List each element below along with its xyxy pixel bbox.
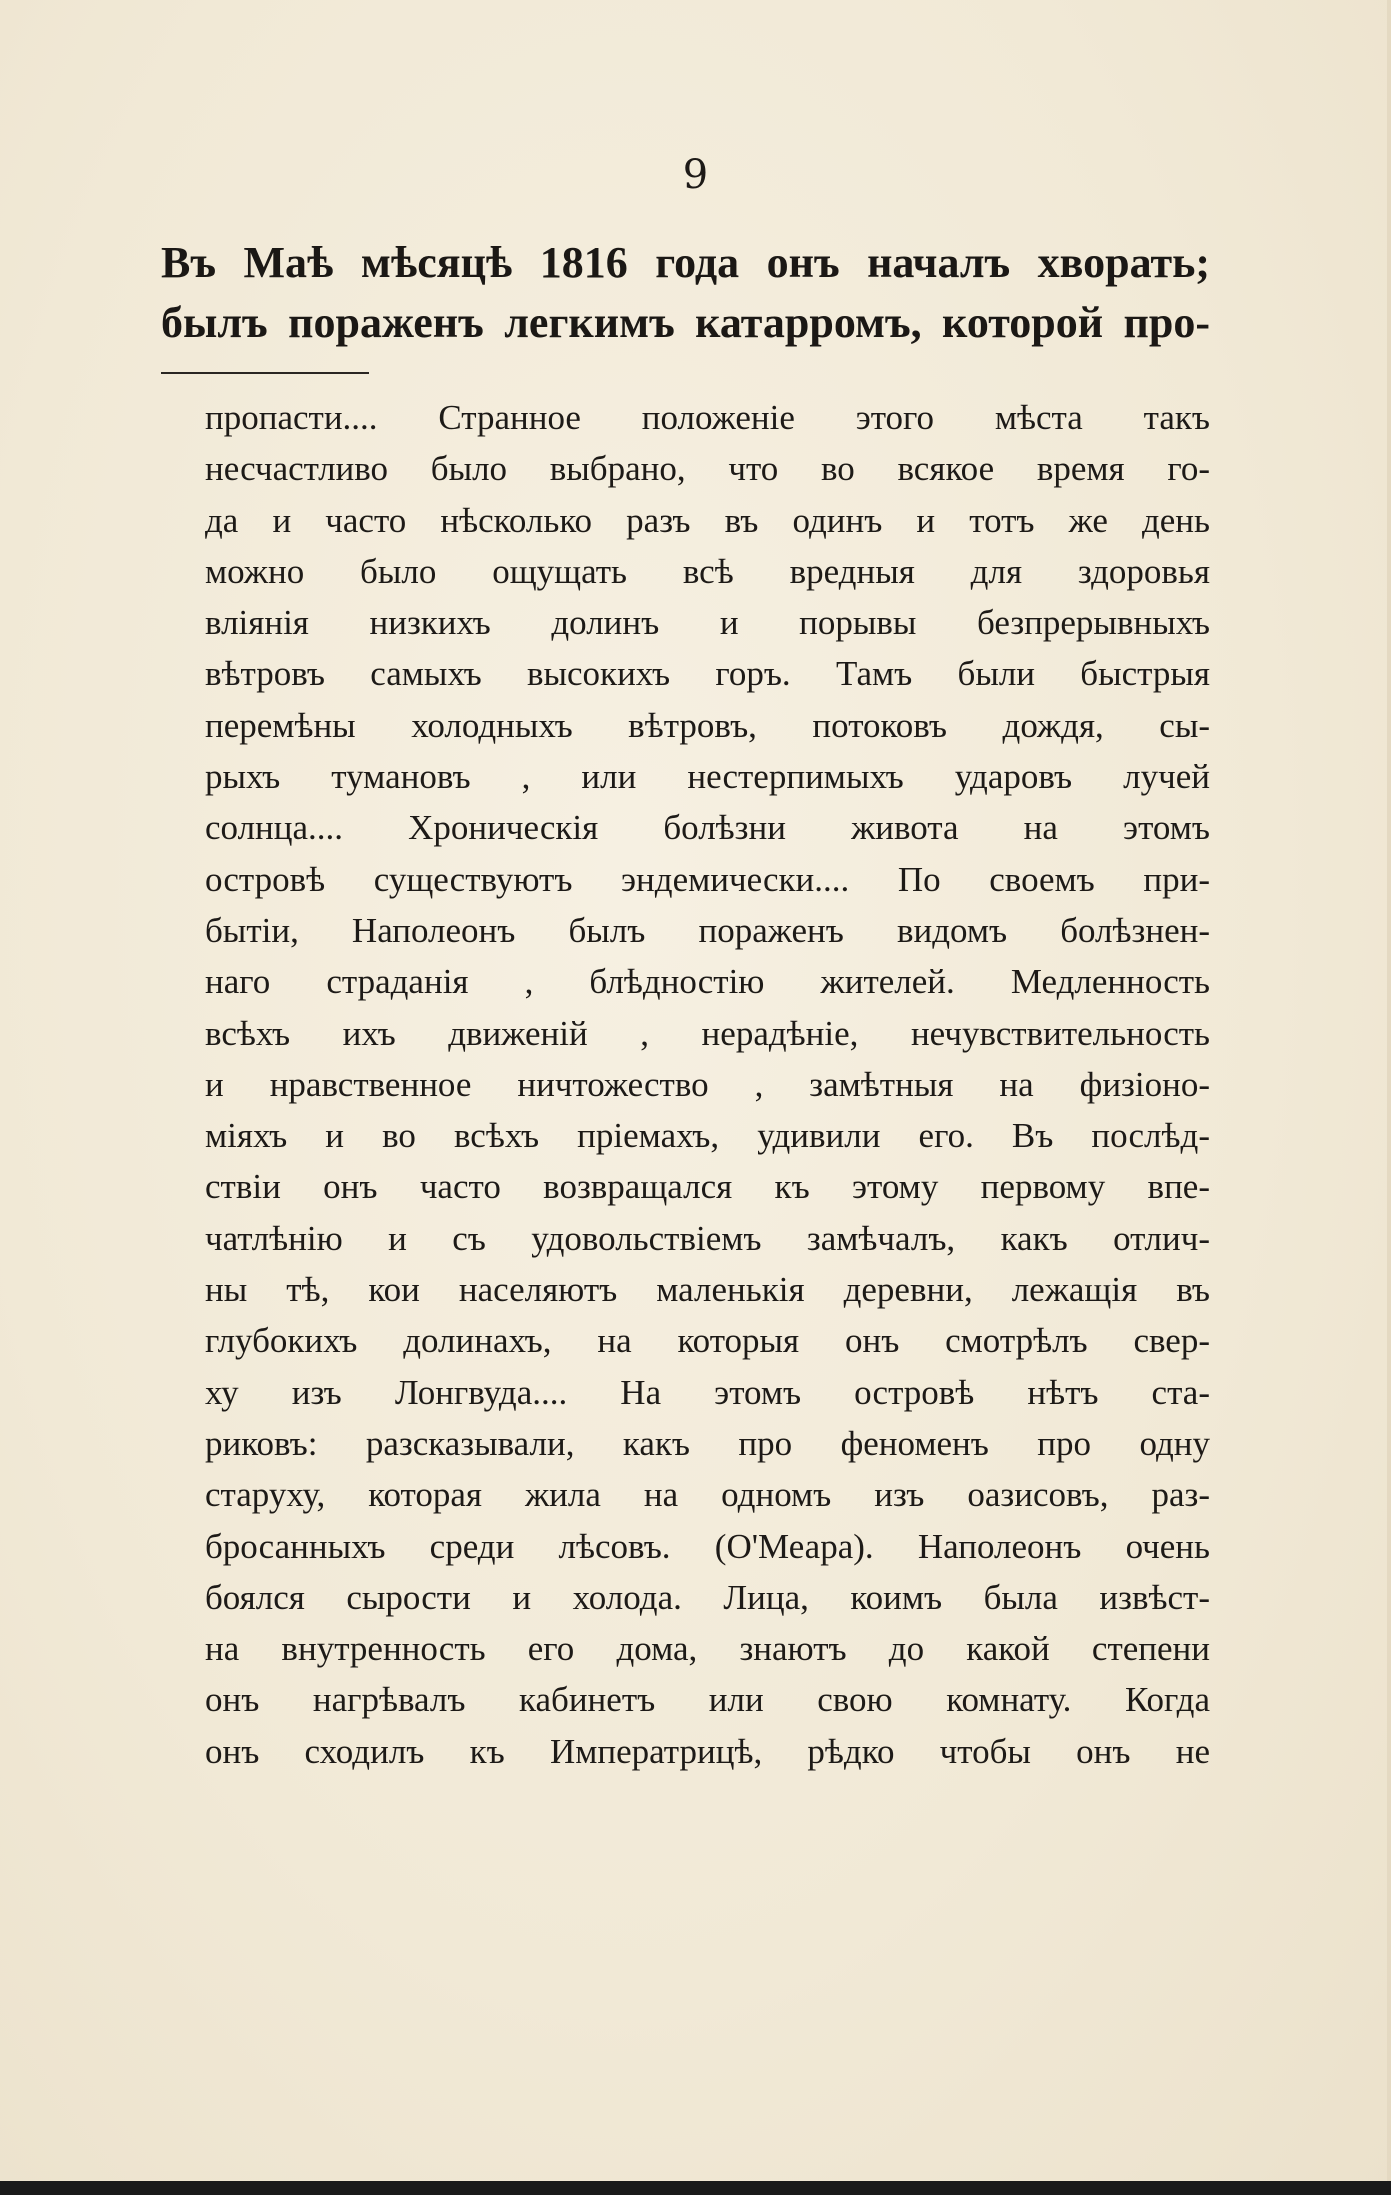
footnote-line: всѣхъ ихъ движеній , нерадѣніе, нечувствительность	[205, 1013, 1210, 1053]
footnote-line: чатлѣнію и съ удовольствіемъ замѣчалъ, какъ отлич-	[205, 1218, 1210, 1258]
main-text	[161, 233, 1210, 353]
footnote-line: солнца.... Хроническія болѣзни живота на этомъ	[205, 808, 1210, 848]
footnote-line: онъ сходилъ къ Императрицѣ, рѣдко чтобы онъ не	[205, 1731, 1210, 1771]
page-edge	[1387, 0, 1391, 2195]
footnote-line: міяхъ и во всѣхъ пріемахъ, удивили его. Въ послѣд-	[205, 1116, 1210, 1156]
footnote-line: и нравственное ничтожество , замѣтныя на физіоно-	[205, 1064, 1210, 1104]
footnote-line: старуху, которая жила на одномъ изъ оазисовъ, раз-	[205, 1475, 1210, 1515]
footnote-line: пропасти.... Странное положеніе этого мѣста такъ	[205, 398, 1210, 437]
footnote-line: вліянія низкихъ долинъ и порывы безпрерывныхъ	[205, 603, 1210, 643]
footnote-line: островѣ существуютъ эндемически.... По своемъ при-	[205, 859, 1210, 899]
footnote-line: онъ нагрѣвалъ кабинетъ или свою комнату. Когда	[205, 1680, 1210, 1720]
footnote-line: риковъ: разсказывали, какъ про феноменъ про одну	[205, 1423, 1210, 1463]
footnote-line: ху изъ Лонгвуда.... На этомъ островѣ нѣтъ ста-	[205, 1372, 1210, 1412]
footnote-line: боялся сырости и холода. Лица, коимъ была извѣст-	[205, 1577, 1210, 1617]
main-text-line: Въ Маѣ мѣсяцѣ 1816 года онъ началъ хворать;	[161, 238, 1210, 287]
scan-border	[0, 2181, 1391, 2195]
footnote-line: бросанныхъ среди лѣсовъ. (О'Меара). Наполеонъ очень	[205, 1526, 1210, 1566]
footnote-divider	[161, 372, 369, 374]
footnote-line: да и часто нѣсколько разъ въ одинъ и тотъ же день	[205, 500, 1210, 540]
page-number: 9	[682, 152, 709, 198]
footnote-line: ствіи онъ часто возвращался къ этому первому впе-	[205, 1167, 1210, 1207]
footnote-line: несчастливо было выбрано, что во всякое время го-	[205, 449, 1210, 489]
footnote-line: на внутренность его дома, знаютъ до какой степени	[205, 1629, 1210, 1669]
footnote-text	[205, 392, 1210, 1777]
main-text-line: былъ пораженъ легкимъ катарромъ, которой про-	[161, 298, 1210, 347]
footnote-line: глубокихъ долинахъ, на которыя онъ смотрѣлъ свер-	[205, 1321, 1210, 1361]
footnote-line: можно было ощущать всѣ вредныя для здоровья	[205, 551, 1210, 591]
footnote-line: перемѣны холодныхъ вѣтровъ, потоковъ дождя, сы-	[205, 705, 1210, 745]
footnote-line: ны тѣ, кои населяютъ маленькія деревни, лежащія въ	[205, 1270, 1210, 1310]
footnote-line: вѣтровъ самыхъ высокихъ горъ. Тамъ были быстрыя	[205, 654, 1210, 694]
footnote-line: рыхъ тумановъ , или нестерпимыхъ ударовъ лучей	[205, 757, 1210, 797]
footnote-line: наго страданія , блѣдностію жителей. Медленность	[205, 962, 1210, 1002]
footnote-line: бытіи, Наполеонъ былъ пораженъ видомъ болѣзнен-	[205, 910, 1210, 950]
